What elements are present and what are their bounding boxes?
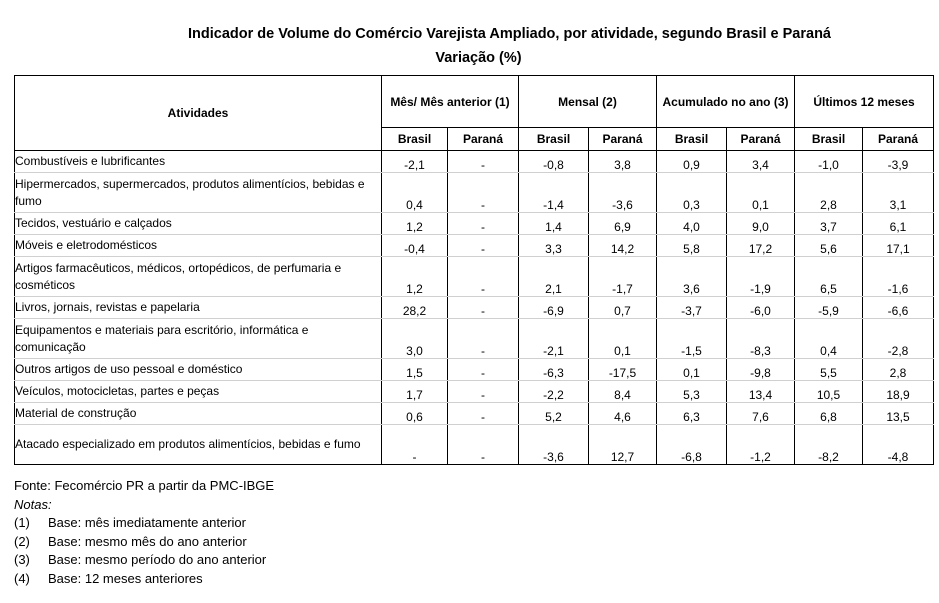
value-cell: -1,9 (727, 257, 795, 297)
activity-label: Tecidos, vestuário e calçados (15, 213, 382, 235)
value-cell: 8,4 (589, 381, 657, 403)
value-cell: - (448, 257, 519, 297)
value-cell: -1,2 (727, 425, 795, 465)
value-cell: -1,7 (589, 257, 657, 297)
table-row (15, 213, 934, 235)
value-cell: -0,4 (382, 235, 448, 257)
value-cell: 1,2 (382, 213, 448, 235)
sub-header: Paraná (863, 128, 934, 151)
value-cell: 0,9 (657, 151, 727, 173)
note-text: Base: 12 meses anteriores (48, 570, 203, 586)
value-cell: 13,4 (727, 381, 795, 403)
title-line-1: Indicador de Volume do Comércio Varejista Ampliado, por atividade, segundo Brasil e Paraná (188, 26, 831, 42)
table-row (15, 297, 934, 319)
value-cell: 28,2 (382, 297, 448, 319)
group-header: Mês/ Mês anterior (1) (382, 76, 519, 128)
value-cell: -1,4 (519, 173, 589, 213)
note-number: (3) (14, 552, 30, 568)
table-row (15, 381, 934, 403)
note-item (14, 514, 274, 533)
value-cell: -3,6 (519, 425, 589, 465)
table-row (15, 403, 934, 425)
table-row (15, 257, 934, 297)
value-cell: 0,1 (589, 319, 657, 359)
value-cell: 1,2 (382, 257, 448, 297)
value-cell: 6,1 (863, 213, 934, 235)
table-row (15, 235, 934, 257)
group-header: Acumulado no ano (3) (657, 76, 795, 128)
title-line-2: Variação (%) (435, 50, 522, 66)
value-cell: 0,3 (657, 173, 727, 213)
table-title (0, 22, 939, 70)
value-cell: 2,1 (519, 257, 589, 297)
value-cell: - (448, 403, 519, 425)
data-table (14, 75, 934, 465)
value-cell: 12,7 (589, 425, 657, 465)
activity-label: Livros, jornais, revistas e papelaria (15, 297, 382, 319)
activity-label: Hipermercados, supermercados, produtos alimentícios, bebidas e fumo (15, 173, 382, 213)
value-cell: -1,5 (657, 319, 727, 359)
value-cell: 1,4 (519, 213, 589, 235)
activity-label: Atacado especializado em produtos alimentícios, bebidas e fumo (15, 425, 382, 465)
value-cell: -2,8 (863, 319, 934, 359)
value-cell: -17,5 (589, 359, 657, 381)
value-cell: - (448, 151, 519, 173)
note-text: Base: mesmo mês do ano anterior (48, 533, 247, 549)
activity-label: Artigos farmacêuticos, médicos, ortopédicos, de perfumaria e cosméticos (15, 257, 382, 297)
value-cell: 18,9 (863, 381, 934, 403)
table-row (15, 425, 934, 465)
value-cell: 5,5 (795, 359, 863, 381)
value-cell: - (448, 297, 519, 319)
table-row (15, 151, 934, 173)
value-cell: 3,4 (727, 151, 795, 173)
value-cell: -1,6 (863, 257, 934, 297)
value-cell: -6,9 (519, 297, 589, 319)
value-cell: -2,1 (519, 319, 589, 359)
note-text: Base: mesmo período do ano anterior (48, 552, 267, 568)
value-cell: -1,0 (795, 151, 863, 173)
value-cell: -2,1 (382, 151, 448, 173)
value-cell: 3,1 (863, 173, 934, 213)
value-cell: 5,2 (519, 403, 589, 425)
value-cell: 5,3 (657, 381, 727, 403)
activity-label: Veículos, motocicletas, partes e peças (15, 381, 382, 403)
value-cell: 3,7 (795, 213, 863, 235)
value-cell: -4,8 (863, 425, 934, 465)
value-cell: 6,9 (589, 213, 657, 235)
value-cell: 0,1 (657, 359, 727, 381)
value-cell: - (448, 425, 519, 465)
note-item (14, 570, 274, 589)
value-cell: 5,8 (657, 235, 727, 257)
sub-header: Brasil (382, 128, 448, 151)
value-cell: 0,4 (382, 173, 448, 213)
value-cell: 2,8 (795, 173, 863, 213)
note-item (14, 533, 274, 552)
note-text: Base: mês imediatamente anterior (48, 515, 246, 531)
value-cell: - (448, 173, 519, 213)
activity-label: Combustíveis e lubrificantes (15, 151, 382, 173)
group-header: Mensal (2) (519, 76, 657, 128)
sub-header: Brasil (519, 128, 589, 151)
value-cell: 6,8 (795, 403, 863, 425)
sub-header: Brasil (657, 128, 727, 151)
value-cell: 4,6 (589, 403, 657, 425)
footer (14, 477, 274, 589)
value-cell: -6,0 (727, 297, 795, 319)
note-number: (1) (14, 515, 30, 531)
sub-header: Paraná (448, 128, 519, 151)
value-cell: - (448, 319, 519, 359)
value-cell: 1,5 (382, 359, 448, 381)
notes-label: Notas: (14, 496, 52, 512)
value-cell: 0,4 (795, 319, 863, 359)
value-cell: -3,6 (589, 173, 657, 213)
value-cell: 3,3 (519, 235, 589, 257)
activity-label: Material de construção (15, 403, 382, 425)
table-row (15, 319, 934, 359)
sub-header: Paraná (727, 128, 795, 151)
value-cell: 6,5 (795, 257, 863, 297)
value-cell: 0,6 (382, 403, 448, 425)
value-cell: 3,6 (657, 257, 727, 297)
value-cell: -0,8 (519, 151, 589, 173)
value-cell: 5,6 (795, 235, 863, 257)
note-number: (4) (14, 570, 30, 586)
value-cell: -9,8 (727, 359, 795, 381)
sub-header: Paraná (589, 128, 657, 151)
value-cell: 2,8 (863, 359, 934, 381)
value-cell: 10,5 (795, 381, 863, 403)
value-cell: 7,6 (727, 403, 795, 425)
value-cell: -6,3 (519, 359, 589, 381)
value-cell: -3,9 (863, 151, 934, 173)
value-cell: -6,8 (657, 425, 727, 465)
value-cell: 14,2 (589, 235, 657, 257)
activity-label: Equipamentos e materiais para escritório, informática e comunicação (15, 319, 382, 359)
value-cell: 17,1 (863, 235, 934, 257)
value-cell: -8,3 (727, 319, 795, 359)
value-cell: 17,2 (727, 235, 795, 257)
group-header: Últimos 12 meses (795, 76, 934, 128)
value-cell: 13,5 (863, 403, 934, 425)
value-cell: 6,3 (657, 403, 727, 425)
value-cell: -6,6 (863, 297, 934, 319)
value-cell: - (382, 425, 448, 465)
activity-label: Móveis e eletrodomésticos (15, 235, 382, 257)
value-cell: 0,7 (589, 297, 657, 319)
value-cell: -5,9 (795, 297, 863, 319)
value-cell: -3,7 (657, 297, 727, 319)
table-row (15, 173, 934, 213)
value-cell: - (448, 235, 519, 257)
note-number: (2) (14, 533, 30, 549)
table-row (15, 359, 934, 381)
value-cell: 0,1 (727, 173, 795, 213)
source-text: Fonte: Fecomércio PR a partir da PMC-IBGE (14, 478, 275, 493)
value-cell: -8,2 (795, 425, 863, 465)
value-cell: 4,0 (657, 213, 727, 235)
sub-header: Brasil (795, 128, 863, 151)
value-cell: 3,0 (382, 319, 448, 359)
value-cell: 9,0 (727, 213, 795, 235)
value-cell: - (448, 381, 519, 403)
note-item (14, 551, 274, 570)
value-cell: -2,2 (519, 381, 589, 403)
activity-header: Atividades (15, 76, 382, 151)
activity-label: Outros artigos de uso pessoal e doméstico (15, 359, 382, 381)
value-cell: 1,7 (382, 381, 448, 403)
value-cell: - (448, 213, 519, 235)
value-cell: - (448, 359, 519, 381)
value-cell: 3,8 (589, 151, 657, 173)
